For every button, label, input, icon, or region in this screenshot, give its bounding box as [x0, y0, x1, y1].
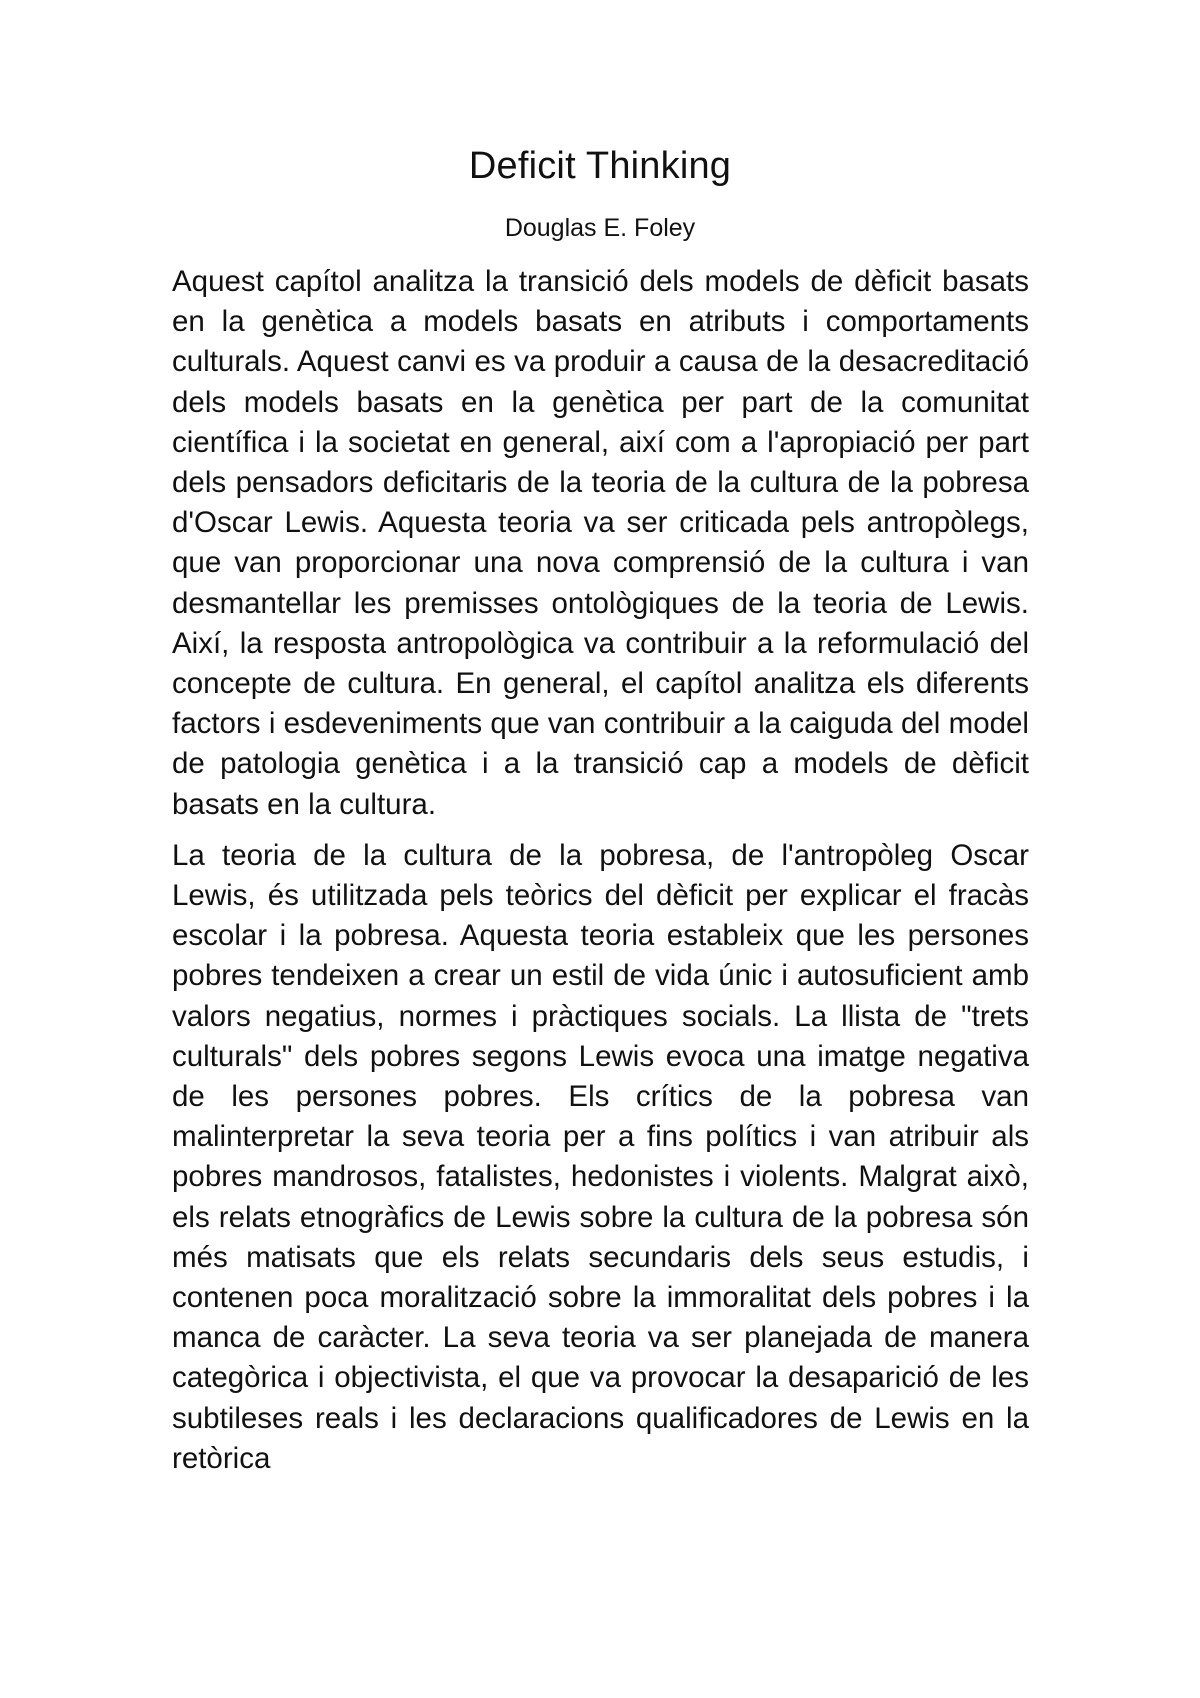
document-title: Deficit Thinking [468, 145, 732, 187]
document-body [172, 262, 1029, 1490]
paragraph-2: La teoria de la cultura de la pobresa, de l'antropòleg Oscar Lewis, és utilitzada pels teòrics del dèficit per explicar el fracàs escolar i la pobresa. Aquesta teoria estableix que les persones pobres tendeixen a crear un estil de vida únic i autosuficient amb valors negatius, normes i pràctiques socials. La llista de "trets culturals" dels pobres segons Lewis evoca una imatge negativa de les persones pobres. Els crítics de la pobresa van malinterpretar la seva teoria per a fins polítics i van atribuir als pobres mandrosos, fatalistes, hedonistes i violents. Malgrat això, els relats etnogràfics de Lewis sobre la cultura de la pobresa són més matisats que els relats secundaris dels seus estudis, i contenen poca moralització sobre la immoralitat dels pobres i la manca de caràcter. La seva teoria va ser planejada de manera categòrica i objectivista, el que va provocar la desaparició de les subtileses reals i les declaracions qualificadores de Lewis en la retòrica [172, 838, 1029, 1475]
document-author: Douglas E. Foley [504, 214, 696, 242]
paragraph-1: Aquest capítol analitza la transició dels models de dèficit basats en la genètica a models basats en atributs i comportaments culturals. Aquest canvi es va produir a causa de la desacreditació dels models basats en la genètica per part de la comunitat científica i la societat en general, així com a l'apropiació per part dels pensadors deficitaris de la teoria de la cultura de la pobresa d'Oscar Lewis. Aquesta teoria va ser criticada pels antropòlegs, que van proporcionar una nova comprensió de la cultura i van desmantellar les premisses ontològiques de la teoria de Lewis. Així, la resposta antropològica va contribuir a la reformulació del concepte de cultura. En general, el capítol analitza els diferents factors i esdeveniments que van contribuir a la caiguda del model de patologia genètica i a la transició cap a models de dèficit basats en la cultura. [172, 265, 1029, 821]
